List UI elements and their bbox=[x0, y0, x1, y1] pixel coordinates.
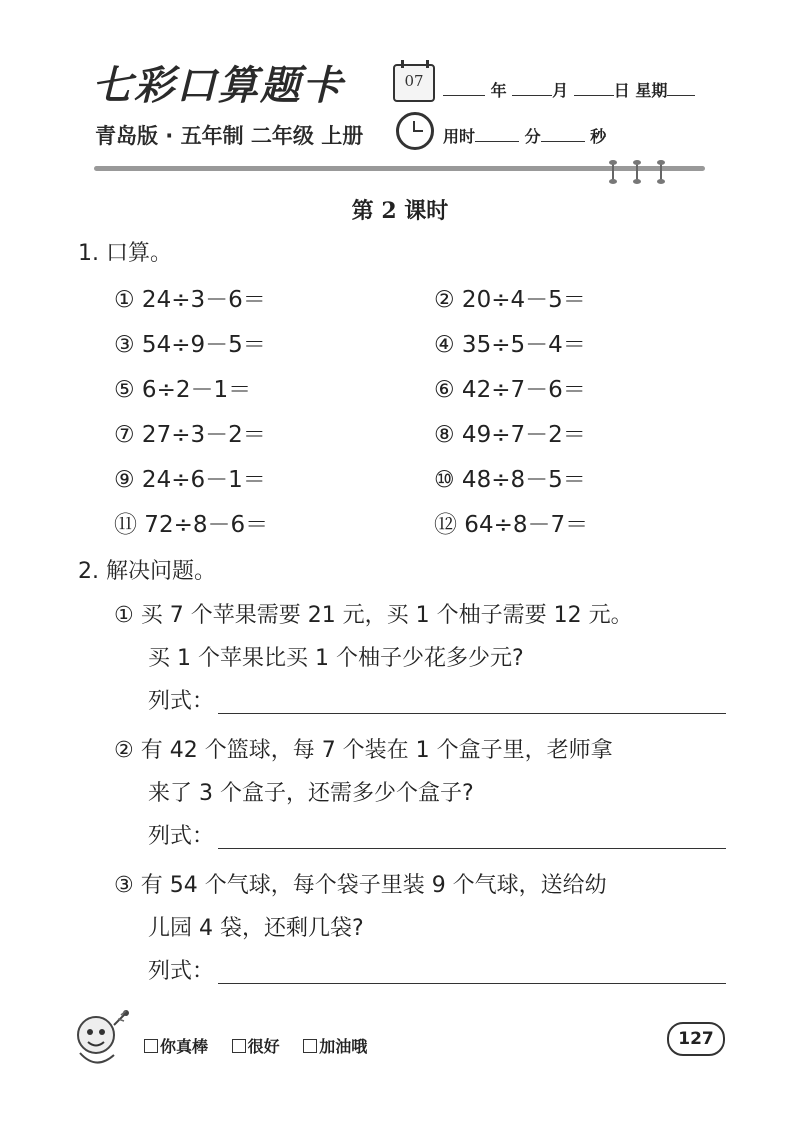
formula-label: 列式： bbox=[148, 689, 215, 714]
rating-option-great[interactable]: 你真棒 bbox=[144, 1037, 208, 1056]
date-fill-line: 年 月 日 星期 bbox=[443, 78, 695, 101]
checkbox-icon bbox=[303, 1039, 317, 1053]
formula-label: 列式： bbox=[148, 824, 215, 849]
problem-6: ⑥ 42÷7－6＝ bbox=[434, 377, 586, 403]
calendar-icon bbox=[393, 64, 435, 102]
checkbox-icon bbox=[232, 1039, 246, 1053]
problem-3: ③ 54÷9－5＝ bbox=[114, 332, 266, 358]
problem-11: ⑪ 72÷8－6＝ bbox=[114, 512, 269, 538]
brand-title: 七彩口算题卡 bbox=[92, 63, 344, 109]
problem-4: ④ 35÷5－4＝ bbox=[434, 332, 586, 358]
problem-1: ① 24÷3－6＝ bbox=[114, 287, 266, 313]
problem-7: ⑦ 27÷3－2＝ bbox=[114, 422, 266, 448]
answer-line-2[interactable] bbox=[218, 848, 726, 849]
rating-option-good[interactable]: 很好 bbox=[232, 1037, 280, 1056]
problem-2: ② 20÷4－5＝ bbox=[434, 287, 586, 313]
self-rating bbox=[144, 1034, 385, 1057]
alarm-clock-icon bbox=[396, 112, 434, 150]
problem-10: ⑩ 48÷8－5＝ bbox=[434, 467, 586, 493]
answer-line-3[interactable] bbox=[218, 983, 726, 984]
problem-12: ⑫ 64÷8－7＝ bbox=[434, 512, 589, 538]
rating-option-keep-going[interactable]: 加油哦 bbox=[303, 1037, 367, 1056]
word-problem-3-line2: 儿园 4 袋，还剩几袋? bbox=[148, 916, 364, 941]
lesson-title: 第 2 课时 bbox=[351, 198, 449, 224]
calendar-day: 07 bbox=[404, 72, 424, 90]
time-fill-line: 用时 分 秒 bbox=[443, 127, 607, 146]
checkbox-icon bbox=[144, 1039, 158, 1053]
answer-line-1[interactable] bbox=[218, 713, 726, 714]
formula-label: 列式： bbox=[148, 959, 215, 984]
section2-heading: 2. 解决问题。 bbox=[78, 559, 216, 584]
word-problem-2-line1: ② 有 42 个篮球，每 7 个装在 1 个盒子里，老师拿 bbox=[114, 738, 613, 763]
word-problem-2-line2: 来了 3 个盒子，还需多少个盒子? bbox=[148, 781, 474, 806]
section1-heading: 1. 口算。 bbox=[78, 241, 172, 266]
binder-pin-icon bbox=[660, 162, 662, 182]
mascot-icon bbox=[66, 1005, 136, 1075]
edition-subtitle: 青岛版 · 五年制 二年级 上册 bbox=[95, 124, 364, 148]
word-problem-1-line2: 买 1 个苹果比买 1 个柚子少花多少元? bbox=[148, 646, 524, 671]
problem-9: ⑨ 24÷6－1＝ bbox=[114, 467, 266, 493]
binder-pin-icon bbox=[612, 162, 614, 182]
word-problem-1-line1: ① 买 7 个苹果需要 21 元，买 1 个柚子需要 12 元。 bbox=[114, 603, 633, 628]
problem-8: ⑧ 49÷7－2＝ bbox=[434, 422, 586, 448]
word-problem-3-line1: ③ 有 54 个气球，每个袋子里装 9 个气球，送给幼 bbox=[114, 873, 607, 898]
page-number: 127 bbox=[667, 1022, 725, 1056]
binder-pin-icon bbox=[636, 162, 638, 182]
problem-5: ⑤ 6÷2－1＝ bbox=[114, 377, 252, 403]
